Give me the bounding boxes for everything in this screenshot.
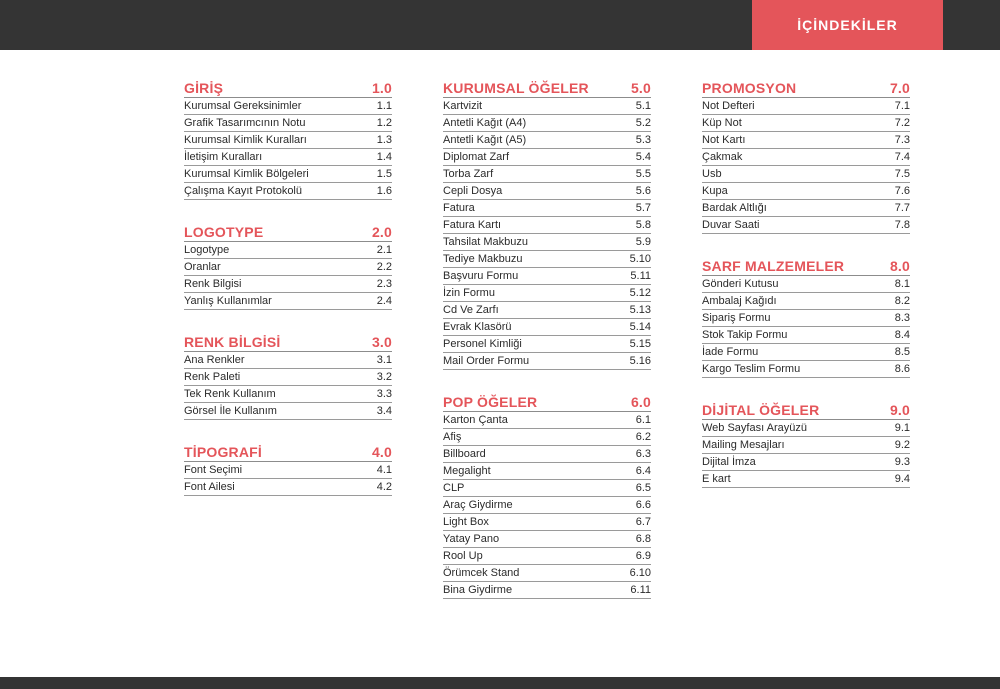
toc-entry[interactable] bbox=[184, 276, 392, 293]
toc-entry-number: 5.7 bbox=[635, 202, 651, 214]
toc-entry-number: 9.2 bbox=[894, 439, 910, 451]
toc-section bbox=[184, 332, 392, 420]
section-number: 1.0 bbox=[371, 80, 392, 96]
bottom-bar bbox=[0, 677, 1000, 689]
toc-entry-number: 6.7 bbox=[635, 516, 651, 528]
toc-entry-label: Renk Paleti bbox=[184, 371, 241, 383]
toc-entry-label: Kurumsal Kimlik Bölgeleri bbox=[184, 168, 309, 180]
toc-entry[interactable] bbox=[184, 242, 392, 259]
toc-entry-number: 5.10 bbox=[629, 253, 651, 265]
toc-entry-number: 1.5 bbox=[376, 168, 392, 180]
toc-entry[interactable] bbox=[443, 480, 651, 497]
section-title: GİRİŞ bbox=[184, 80, 224, 96]
section-heading[interactable] bbox=[184, 332, 392, 352]
toc-entry[interactable] bbox=[443, 149, 651, 166]
toc-entry-label: Web Sayfası Arayüzü bbox=[702, 422, 807, 434]
toc-entry[interactable] bbox=[443, 531, 651, 548]
toc-entry-number: 5.11 bbox=[630, 270, 651, 282]
section-number: 4.0 bbox=[371, 444, 392, 460]
toc-entry[interactable] bbox=[184, 386, 392, 403]
toc-section bbox=[184, 442, 392, 496]
toc-entry-number: 5.13 bbox=[629, 304, 651, 316]
toc-section bbox=[443, 78, 651, 370]
toc-entry-label: Kurumsal Kimlik Kuralları bbox=[184, 134, 307, 146]
toc-entry[interactable] bbox=[702, 98, 910, 115]
toc-entry-number: 9.1 bbox=[894, 422, 910, 434]
toc-entry[interactable] bbox=[702, 217, 910, 234]
toc-entry[interactable] bbox=[702, 420, 910, 437]
toc-entry[interactable] bbox=[443, 234, 651, 251]
toc-entry-number: 7.7 bbox=[894, 202, 910, 214]
toc-entry[interactable] bbox=[443, 565, 651, 582]
toc-entry[interactable] bbox=[443, 548, 651, 565]
toc-entry-number: 5.16 bbox=[629, 355, 651, 367]
toc-entry-number: 2.4 bbox=[376, 295, 392, 307]
toc-entry-label: İletişim Kuralları bbox=[184, 151, 263, 163]
toc-entry-number: 2.3 bbox=[376, 278, 392, 290]
toc-entry-number: 3.1 bbox=[376, 354, 392, 366]
toc-entry-label: Küp Not bbox=[702, 117, 742, 129]
section-heading[interactable] bbox=[702, 78, 910, 98]
toc-section bbox=[443, 392, 651, 599]
toc-entry-number: 6.3 bbox=[635, 448, 651, 460]
toc-entry-label: Sipariş Formu bbox=[702, 312, 771, 324]
toc-entry-label: E kart bbox=[702, 473, 731, 485]
toc-entry[interactable] bbox=[443, 217, 651, 234]
toc-entry-number: 8.1 bbox=[894, 278, 910, 290]
toc-entry[interactable] bbox=[184, 352, 392, 369]
toc-entry-label: CLP bbox=[443, 482, 465, 494]
toc-entry-number: 1.1 bbox=[376, 100, 392, 112]
toc-entry-label: Tediye Makbuzu bbox=[443, 253, 523, 265]
toc-entry-label: Fatura bbox=[443, 202, 475, 214]
toc-entry[interactable] bbox=[443, 183, 651, 200]
section-title: POP ÖĞELER bbox=[443, 394, 538, 410]
toc-entry-number: 5.2 bbox=[635, 117, 651, 129]
toc-entry-number: 3.4 bbox=[376, 405, 392, 417]
toc-entry[interactable] bbox=[443, 200, 651, 217]
toc-entry[interactable] bbox=[184, 462, 392, 479]
toc-entry-label: Rool Up bbox=[443, 550, 483, 562]
toc-entry[interactable] bbox=[443, 132, 651, 149]
toc-entry-label: Cd Ve Zarfı bbox=[443, 304, 499, 316]
contents-tab[interactable] bbox=[752, 0, 943, 50]
toc-entry-label: Başvuru Formu bbox=[443, 270, 519, 282]
toc-entry-number: 6.1 bbox=[635, 414, 651, 426]
toc-entry-number: 5.4 bbox=[635, 151, 651, 163]
toc-entry-number: 6.8 bbox=[635, 533, 651, 545]
toc-entry-label: Antetli Kağıt (A4) bbox=[443, 117, 527, 129]
toc-entry[interactable] bbox=[702, 166, 910, 183]
toc-entry-label: Antetli Kağıt (A5) bbox=[443, 134, 527, 146]
contents-tab-label: İÇİNDEKİLER bbox=[797, 17, 898, 33]
toc-entry-label: Ambalaj Kağıdı bbox=[702, 295, 777, 307]
toc-entry-number: 3.3 bbox=[376, 388, 392, 400]
toc-entry-label: Kurumsal Gereksinimler bbox=[184, 100, 302, 112]
toc-entry-number: 6.10 bbox=[629, 567, 651, 579]
section-heading[interactable] bbox=[702, 400, 910, 420]
toc-entry[interactable] bbox=[702, 293, 910, 310]
section-number: 2.0 bbox=[371, 224, 392, 240]
toc-entry-number: 7.8 bbox=[894, 219, 910, 231]
toc-entry[interactable] bbox=[702, 437, 910, 454]
toc-entry-number: 5.12 bbox=[629, 287, 651, 299]
toc-entry-label: Light Box bbox=[443, 516, 489, 528]
toc-entry[interactable] bbox=[702, 200, 910, 217]
toc-entry-label: Megalight bbox=[443, 465, 491, 477]
toc-entry-number: 5.5 bbox=[635, 168, 651, 180]
toc-section bbox=[184, 222, 392, 310]
toc-entry-number: 6.2 bbox=[635, 431, 651, 443]
toc-entry[interactable] bbox=[702, 115, 910, 132]
toc-entry-label: Tahsilat Makbuzu bbox=[443, 236, 528, 248]
section-title: DİJİTAL ÖĞELER bbox=[702, 402, 820, 418]
toc-entry[interactable] bbox=[184, 98, 392, 115]
toc-entry-label: Stok Takip Formu bbox=[702, 329, 788, 341]
toc-entry[interactable] bbox=[184, 183, 392, 200]
toc-entry[interactable] bbox=[443, 582, 651, 599]
section-number: 5.0 bbox=[630, 80, 651, 96]
toc-entry-label: Grafik Tasarımcının Notu bbox=[184, 117, 306, 129]
toc-entry[interactable] bbox=[443, 166, 651, 183]
toc-entry[interactable] bbox=[184, 166, 392, 183]
toc-entry-label: Kargo Teslim Formu bbox=[702, 363, 801, 375]
section-title: KURUMSAL ÖĞELER bbox=[443, 80, 589, 96]
toc-entry-number: 5.6 bbox=[635, 185, 651, 197]
toc-entry-number: 6.6 bbox=[635, 499, 651, 511]
toc-entry-number: 7.2 bbox=[894, 117, 910, 129]
toc-entry-label: İade Formu bbox=[702, 346, 759, 358]
toc-entry-label: Diplomat Zarf bbox=[443, 151, 510, 163]
toc-entry[interactable] bbox=[702, 310, 910, 327]
toc-entry-label: Bina Giydirme bbox=[443, 584, 513, 596]
section-number: 6.0 bbox=[630, 394, 651, 410]
section-heading[interactable] bbox=[184, 78, 392, 98]
toc-entry-label: Not Defteri bbox=[702, 100, 755, 112]
toc-entry-number: 9.4 bbox=[894, 473, 910, 485]
toc-entry-label: Afiş bbox=[443, 431, 462, 443]
toc-entry-label: Karton Çanta bbox=[443, 414, 508, 426]
section-heading[interactable] bbox=[184, 442, 392, 462]
toc-entry-number: 5.14 bbox=[629, 321, 651, 333]
section-title: TİPOGRAFİ bbox=[184, 444, 263, 460]
toc-entry-number: 1.3 bbox=[376, 134, 392, 146]
toc-entry-number: 6.11 bbox=[630, 584, 651, 596]
toc-entry-number: 8.2 bbox=[894, 295, 910, 307]
toc-entry-label: Dijital İmza bbox=[702, 456, 756, 468]
toc-entry-label: Kartvizit bbox=[443, 100, 483, 112]
toc-entry-label: Gönderi Kutusu bbox=[702, 278, 779, 290]
toc-entry-label: Mailing Mesajları bbox=[702, 439, 785, 451]
toc-entry-number: 4.2 bbox=[376, 481, 392, 493]
toc-entry[interactable] bbox=[443, 446, 651, 463]
toc-entry[interactable] bbox=[702, 361, 910, 378]
toc-entry-label: Bardak Altlığı bbox=[702, 202, 767, 214]
toc-entry[interactable] bbox=[184, 259, 392, 276]
toc-entry-label: Font Ailesi bbox=[184, 481, 235, 493]
toc-entry-label: Fatura Kartı bbox=[443, 219, 502, 231]
toc-entry-number: 1.6 bbox=[376, 185, 392, 197]
toc-entry-number: 6.5 bbox=[635, 482, 651, 494]
toc-entry-number: 8.3 bbox=[894, 312, 910, 324]
toc-entry-label: Yatay Pano bbox=[443, 533, 500, 545]
toc-entry[interactable] bbox=[702, 149, 910, 166]
toc-entry-label: Çalışma Kayıt Protokolü bbox=[184, 185, 302, 197]
toc-entry-label: Ana Renkler bbox=[184, 354, 245, 366]
toc-entry-label: Yanlış Kullanımlar bbox=[184, 295, 272, 307]
toc-entry-label: Görsel İle Kullanım bbox=[184, 405, 277, 417]
toc-entry[interactable] bbox=[702, 327, 910, 344]
toc-entry-number: 1.4 bbox=[376, 151, 392, 163]
toc-entry[interactable] bbox=[702, 132, 910, 149]
toc-entry[interactable] bbox=[443, 285, 651, 302]
toc-entry-label: Kupa bbox=[702, 185, 728, 197]
toc-entry-label: Not Kartı bbox=[702, 134, 746, 146]
toc-entry-number: 7.6 bbox=[894, 185, 910, 197]
section-number: 9.0 bbox=[889, 402, 910, 418]
toc-entry-number: 7.3 bbox=[894, 134, 910, 146]
toc-section bbox=[702, 256, 910, 378]
toc-entry[interactable] bbox=[443, 115, 651, 132]
section-title: SARF MALZEMELER bbox=[702, 258, 845, 274]
toc-entry-number: 5.15 bbox=[629, 338, 651, 350]
toc-section bbox=[184, 78, 392, 200]
toc-entry-number: 6.4 bbox=[635, 465, 651, 477]
toc-entry-label: Torba Zarf bbox=[443, 168, 494, 180]
toc-entry-number: 7.5 bbox=[894, 168, 910, 180]
toc-entry-label: Personel Kimliği bbox=[443, 338, 522, 350]
section-number: 7.0 bbox=[889, 80, 910, 96]
toc-entry[interactable] bbox=[443, 336, 651, 353]
toc-entry-label: Mail Order Formu bbox=[443, 355, 530, 367]
toc-entry[interactable] bbox=[443, 319, 651, 336]
toc-entry[interactable] bbox=[184, 479, 392, 496]
section-heading[interactable] bbox=[443, 392, 651, 412]
toc-entry-number: 1.2 bbox=[376, 117, 392, 129]
section-number: 3.0 bbox=[371, 334, 392, 350]
toc-entry[interactable] bbox=[443, 302, 651, 319]
toc-entry-label: Evrak Klasörü bbox=[443, 321, 512, 333]
toc-entry[interactable] bbox=[184, 369, 392, 386]
section-heading[interactable] bbox=[184, 222, 392, 242]
section-title: PROMOSYON bbox=[702, 80, 797, 96]
toc-entry-label: Logotype bbox=[184, 244, 230, 256]
toc-entry[interactable] bbox=[184, 149, 392, 166]
toc-entry-number: 2.1 bbox=[376, 244, 392, 256]
toc-entry-number: 5.9 bbox=[635, 236, 651, 248]
toc-entry[interactable] bbox=[702, 454, 910, 471]
toc-entry-label: İzin Formu bbox=[443, 287, 495, 299]
toc-entry[interactable] bbox=[443, 429, 651, 446]
toc-entry[interactable] bbox=[702, 471, 910, 488]
section-heading[interactable] bbox=[443, 78, 651, 98]
section-number: 8.0 bbox=[889, 258, 910, 274]
toc-entry[interactable] bbox=[184, 132, 392, 149]
toc-entry-label: Duvar Saati bbox=[702, 219, 760, 231]
toc-entry[interactable] bbox=[443, 251, 651, 268]
toc-entry-number: 5.1 bbox=[635, 100, 651, 112]
toc-entry-number: 4.1 bbox=[376, 464, 392, 476]
toc-entry[interactable] bbox=[702, 276, 910, 293]
toc-entry-number: 8.5 bbox=[894, 346, 910, 358]
toc-entry-label: Billboard bbox=[443, 448, 486, 460]
toc-entry[interactable] bbox=[702, 183, 910, 200]
toc-entry[interactable] bbox=[443, 463, 651, 480]
toc-entry-number: 5.3 bbox=[635, 134, 651, 146]
toc-column-3 bbox=[702, 78, 910, 510]
toc-entry-label: Araç Giydirme bbox=[443, 499, 513, 511]
toc-entry-label: Çakmak bbox=[702, 151, 743, 163]
toc-entry[interactable] bbox=[443, 497, 651, 514]
section-title: LOGOTYPE bbox=[184, 224, 264, 240]
toc-entry-label: Font Seçimi bbox=[184, 464, 243, 476]
toc-entry-number: 5.8 bbox=[635, 219, 651, 231]
toc-entry-label: Renk Bilgisi bbox=[184, 278, 242, 290]
toc-entry-number: 6.9 bbox=[635, 550, 651, 562]
toc-entry[interactable] bbox=[184, 115, 392, 132]
toc-entry-label: Usb bbox=[702, 168, 722, 180]
toc-entry[interactable] bbox=[443, 353, 651, 370]
toc-entry-label: Cepli Dosya bbox=[443, 185, 503, 197]
toc-entry-number: 2.2 bbox=[376, 261, 392, 273]
section-heading[interactable] bbox=[702, 256, 910, 276]
toc-entry[interactable] bbox=[443, 514, 651, 531]
toc-entry-number: 7.1 bbox=[894, 100, 910, 112]
section-title: RENK BİLGİSİ bbox=[184, 334, 281, 350]
toc-section bbox=[702, 78, 910, 234]
toc-entry[interactable] bbox=[443, 412, 651, 429]
toc-entry-number: 8.4 bbox=[894, 329, 910, 341]
toc-section bbox=[702, 400, 910, 488]
toc-entry[interactable] bbox=[184, 403, 392, 420]
toc-entry[interactable] bbox=[443, 268, 651, 285]
toc-entry[interactable] bbox=[184, 293, 392, 310]
toc-entry[interactable] bbox=[443, 98, 651, 115]
toc-entry-number: 9.3 bbox=[894, 456, 910, 468]
toc-entry-label: Tek Renk Kullanım bbox=[184, 388, 276, 400]
toc-column-2 bbox=[443, 78, 651, 621]
toc-entry-label: Oranlar bbox=[184, 261, 221, 273]
toc-entry-number: 8.6 bbox=[894, 363, 910, 375]
toc-entry-number: 3.2 bbox=[376, 371, 392, 383]
toc-entry[interactable] bbox=[702, 344, 910, 361]
toc-entry-label: Örümcek Stand bbox=[443, 567, 520, 579]
toc-column-1 bbox=[184, 78, 392, 518]
toc-entry-number: 7.4 bbox=[894, 151, 910, 163]
